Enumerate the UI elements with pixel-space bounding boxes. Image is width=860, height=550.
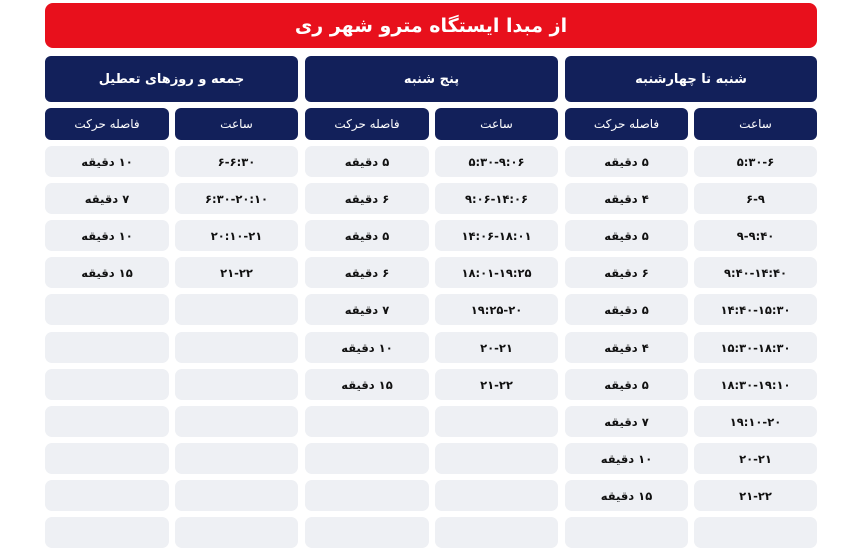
time-cell: ۹-۹:۴۰ [694,220,817,251]
time-cell: ۱۴:۰۶-۱۸:۰۱ [435,220,558,251]
col-header-interval: فاصله حرکت [45,108,169,140]
interval-cell: ۵ دقیقه [305,220,429,251]
interval-cell: ۱۵ دقیقه [565,480,688,511]
time-cell: ۱۵:۳۰-۱۸:۳۰ [694,332,817,363]
interval-cell [305,480,429,511]
interval-cell [45,480,169,511]
col-header-time: ساعت [694,108,817,140]
time-cell: ۱۹:۱۰-۲۰ [694,406,817,437]
time-cell [175,369,298,400]
time-cell: ۲۱-۲۲ [175,257,298,288]
interval-cell [45,517,169,548]
group-header-thursday: پنج شنبه [305,56,558,102]
time-cell: ۶-۹ [694,183,817,214]
time-cell [175,480,298,511]
interval-cell: ۷ دقیقه [305,294,429,325]
group-header-friday-holidays: جمعه و روزهای تعطیل [45,56,298,102]
time-cell: ۹:۴۰-۱۴:۴۰ [694,257,817,288]
time-cell: ۱۴:۴۰-۱۵:۳۰ [694,294,817,325]
interval-cell: ۶ دقیقه [305,183,429,214]
time-cell: ۲۰-۲۱ [694,443,817,474]
interval-cell: ۱۰ دقیقه [565,443,688,474]
interval-cell: ۷ دقیقه [45,183,169,214]
interval-cell: ۴ دقیقه [565,332,688,363]
time-cell [175,406,298,437]
time-cell [435,406,558,437]
time-cell: ۹:۰۶-۱۴:۰۶ [435,183,558,214]
interval-cell [305,443,429,474]
col-header-time: ساعت [175,108,298,140]
col-header-interval: فاصله حرکت [305,108,429,140]
col-header-time: ساعت [435,108,558,140]
time-cell: ۶:۳۰-۲۰:۱۰ [175,183,298,214]
time-cell [175,443,298,474]
time-cell [694,517,817,548]
time-cell [435,517,558,548]
time-cell: ۲۰-۲۱ [435,332,558,363]
interval-cell [305,406,429,437]
interval-cell: ۶ دقیقه [305,257,429,288]
interval-cell: ۱۰ دقیقه [305,332,429,363]
interval-cell: ۵ دقیقه [565,146,688,177]
time-cell: ۲۰:۱۰-۲۱ [175,220,298,251]
time-cell: ۵:۳۰-۶ [694,146,817,177]
time-cell: ۵:۳۰-۹:۰۶ [435,146,558,177]
interval-cell [45,406,169,437]
interval-cell [45,443,169,474]
interval-cell: ۴ دقیقه [565,183,688,214]
interval-cell [45,294,169,325]
interval-cell: ۱۰ دقیقه [45,220,169,251]
interval-cell [305,517,429,548]
time-cell: ۲۱-۲۲ [435,369,558,400]
time-cell: ۲۱-۲۲ [694,480,817,511]
interval-cell [45,369,169,400]
interval-cell: ۵ دقیقه [565,294,688,325]
interval-cell: ۵ دقیقه [565,220,688,251]
interval-cell: ۱۵ دقیقه [45,257,169,288]
time-cell: ۱۸:۰۱-۱۹:۲۵ [435,257,558,288]
interval-cell [565,517,688,548]
time-cell [435,480,558,511]
page-title: از مبدا ایستگاه مترو شهر ری [45,3,817,48]
time-cell [175,332,298,363]
interval-cell: ۷ دقیقه [565,406,688,437]
interval-cell [45,332,169,363]
time-cell: ۶-۶:۳۰ [175,146,298,177]
group-header-sat-wed: شنبه تا چهارشنبه [565,56,817,102]
interval-cell: ۵ دقیقه [305,146,429,177]
time-cell [175,294,298,325]
col-header-interval: فاصله حرکت [565,108,688,140]
interval-cell: ۱۰ دقیقه [45,146,169,177]
interval-cell: ۱۵ دقیقه [305,369,429,400]
time-cell [175,517,298,548]
time-cell: ۱۹:۲۵-۲۰ [435,294,558,325]
interval-cell: ۵ دقیقه [565,369,688,400]
interval-cell: ۶ دقیقه [565,257,688,288]
time-cell: ۱۸:۳۰-۱۹:۱۰ [694,369,817,400]
time-cell [435,443,558,474]
